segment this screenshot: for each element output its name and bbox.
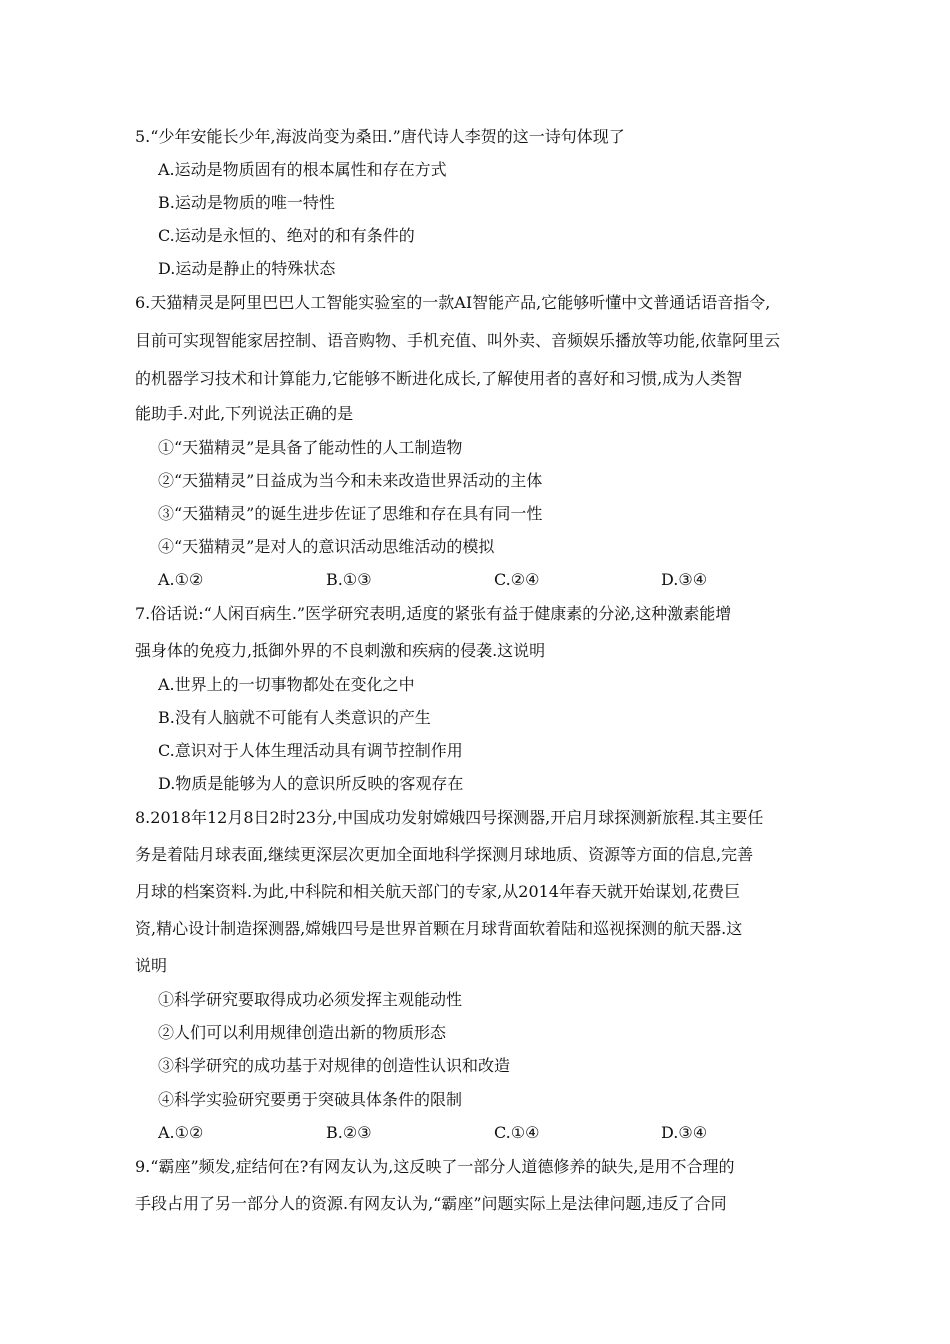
q6-stem-line: 能助手.对此,下列说法正确的是 — [135, 404, 354, 423]
q8-choice-b: B.②③ — [326, 1123, 372, 1142]
q6-choice-b: B.①③ — [326, 570, 372, 589]
q6-statement-2: ②“天猫精灵”日益成为当今和未来改造世界活动的主体 — [158, 471, 543, 490]
q5-option-d: D.运动是静止的特殊状态 — [158, 259, 336, 278]
q8-choice-d: D.③④ — [661, 1123, 708, 1142]
q9-stem-line: 手段占用了另一部分人的资源.有网友认为,“霸座”问题实际上是法律问题,违反了合同 — [135, 1194, 727, 1213]
q6-statement-4: ④“天猫精灵”是对人的意识活动思维活动的模拟 — [158, 537, 495, 556]
q6-choices — [158, 570, 758, 590]
q6-stem-line: 的机器学习技术和计算能力,它能够不断进化成长,了解使用者的喜好和习惯,成为人类智 — [135, 369, 743, 388]
q7-option-b: B.没有人脑就不可能有人类意识的产生 — [158, 708, 431, 727]
q7-stem-line: 强身体的免疫力,抵御外界的不良刺激和疾病的侵袭.这说明 — [135, 641, 546, 660]
q8-stem-line: 说明 — [135, 956, 168, 975]
q8-choices — [158, 1123, 758, 1143]
q6-statement-1: ①“天猫精灵”是具备了能动性的人工制造物 — [158, 438, 463, 457]
q9-stem-line: 9.“霸座”频发,症结何在?有网友认为,这反映了一部分人道德修养的缺失,是用不合理的 — [135, 1157, 735, 1176]
q7-option-c: C.意识对于人体生理活动具有调节控制作用 — [158, 741, 463, 760]
q7-option-a: A.世界上的一切事物都处在变化之中 — [158, 675, 415, 694]
q8-statement-2: ②人们可以利用规律创造出新的物质形态 — [158, 1023, 447, 1042]
q6-stem-line: 目前可实现智能家居控制、语音购物、手机充值、叫外卖、音频娱乐播放等功能,依靠阿里云 — [135, 331, 781, 350]
q7-option-d: D.物质是能够为人的意识所反映的客观存在 — [158, 774, 464, 793]
q6-choice-a: A.①② — [158, 570, 204, 589]
q5-option-a: A.运动是物质固有的根本属性和存在方式 — [158, 160, 447, 179]
q5-stem: 5.“少年安能长少年,海波尚变为桑田.”唐代诗人李贺的这一诗句体现了 — [135, 127, 625, 146]
q6-stem-line: 6.天猫精灵是阿里巴巴人工智能实验室的一款AI智能产品,它能够听懂中文普通话语音指令, — [135, 293, 771, 312]
q7-stem-line: 7.俗话说:“人闲百病生.”医学研究表明,适度的紧张有益于健康素的分泌,这种激素能增 — [135, 604, 732, 623]
q8-stem-line: 资,精心设计制造探测器,嫦娥四号是世界首颗在月球背面软着陆和巡视探测的航天器.这 — [135, 919, 743, 938]
q5-option-b: B.运动是物质的唯一特性 — [158, 193, 335, 212]
q6-choice-c: C.②④ — [494, 570, 540, 589]
q6-statement-3: ③“天猫精灵”的诞生进步佐证了思维和存在具有同一性 — [158, 504, 543, 523]
q8-stem-line: 务是着陆月球表面,继续更深层次更加全面地科学探测月球地质、资源等方面的信息,完善 — [135, 845, 754, 864]
q8-stem-line: 8.2018年12月8日2时23分,中国成功发射嫦娥四号探测器,开启月球探测新旅程.其主要任 — [135, 808, 764, 827]
q8-stem-line: 月球的档案资料.为此,中科院和相关航天部门的专家,从2014年春天就开始谋划,花费巨 — [135, 882, 741, 901]
q8-statement-1: ①科学研究要取得成功必须发挥主观能动性 — [158, 990, 463, 1009]
q6-choice-d: D.③④ — [661, 570, 708, 589]
q8-choice-c: C.①④ — [494, 1123, 540, 1142]
q5-option-c: C.运动是永恒的、绝对的和有条件的 — [158, 226, 415, 245]
q8-choice-a: A.①② — [158, 1123, 204, 1142]
q8-statement-4: ④科学实验研究要勇于突破具体条件的限制 — [158, 1090, 463, 1109]
q8-statement-3: ③科学研究的成功基于对规律的创造性认识和改造 — [158, 1056, 511, 1075]
